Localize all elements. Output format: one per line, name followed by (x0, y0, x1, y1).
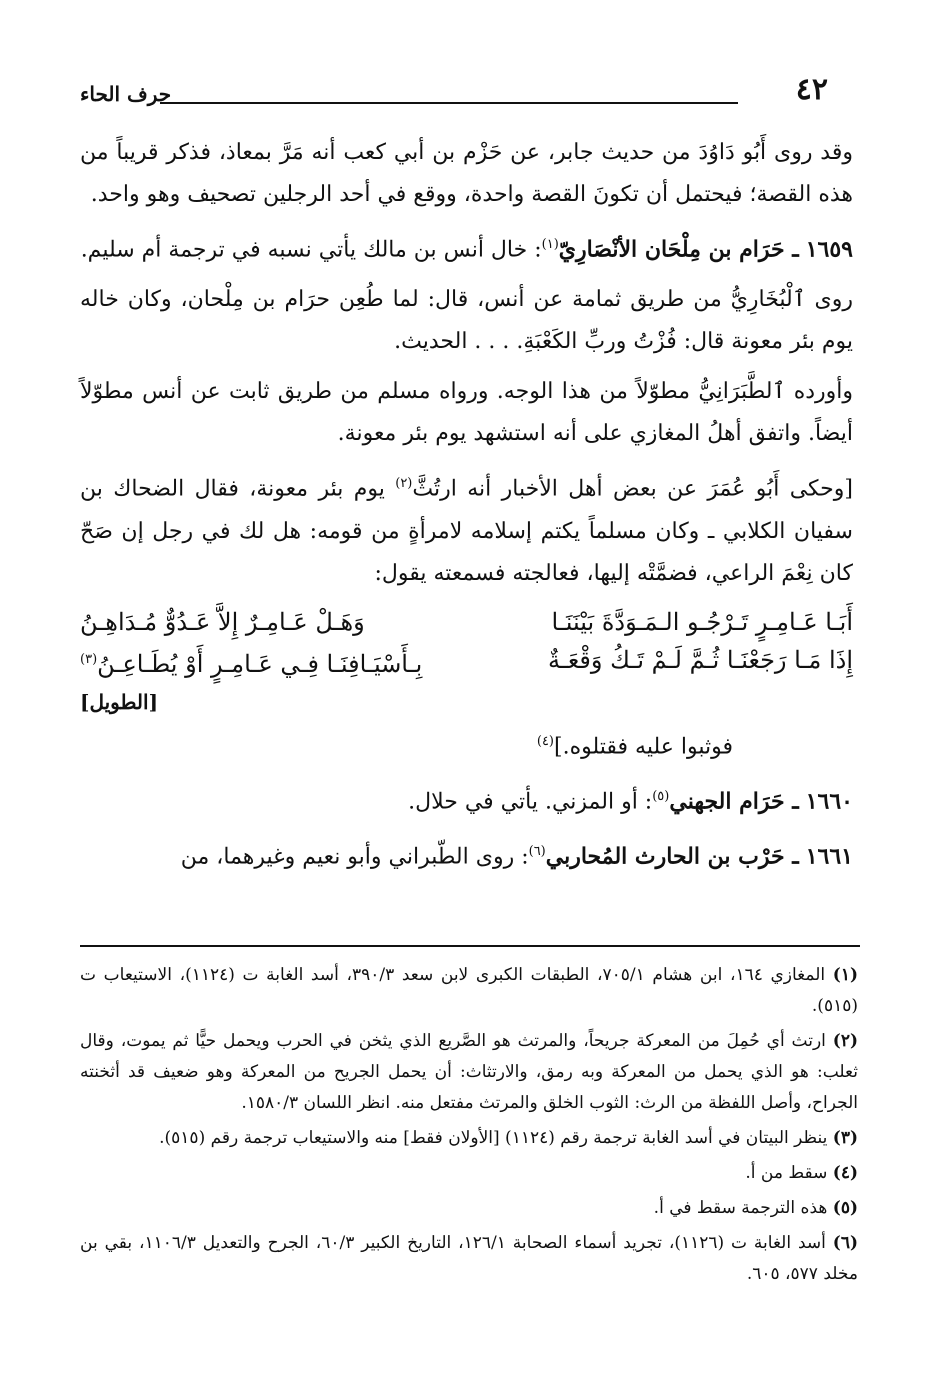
footnote-ref: (٥) (652, 788, 670, 804)
hemistich-first: أَبَـا عَـامِـرٍ تَـرْجُـو الـمَـوَدَّةَ بَيْنَنَـا (551, 607, 853, 636)
footnote (80, 1026, 858, 1119)
paragraph-abu-dawud: وقد روى أَبُو دَاوُدَ من حديث جابر، عن حَزْم بن أبي كعب أنه مَرَّ بمعاذ، فذكر قريباً من هذه القصة؛ فيحتمل أن تكونَ القصة واحدة، ووقع في أحد الرجلين تصحيف وهو واحد. (80, 140, 853, 207)
entry-1661 (80, 831, 853, 878)
paragraph-killed-text: فوثبوا عليه فقتلوه.] (554, 733, 733, 759)
entry-name: ـ حَرْب بن الحارث المُحاربي (545, 843, 799, 870)
entry-number: ١٦٦١ (805, 843, 853, 870)
hemistich-second (80, 641, 422, 683)
paragraph-tabarani: وأورده ٱلطَّبَرَانِيُّ مطوّلاً من هذا الوجه. ورواه مسلم من طريق ثابت عن أنس مطوّلاً أيضاً. واتفق أهلُ المغازي على أنه استشهد يوم بئر معونة. (80, 379, 853, 447)
footnote-text: هذه الترجمة سقط في أ. (653, 1198, 828, 1218)
footnote-text: ينظر البيتان في أسد الغابة ترجمة رقم (١١٢٤) [الأولان فقط] منه والاستيعاب ترجمة رقم (٥١٥). (159, 1128, 828, 1148)
footnote-separator (80, 945, 860, 947)
footnote-ref: (٦) (528, 844, 546, 860)
footnote (80, 1228, 858, 1290)
page-number: ٤٢ (795, 72, 828, 107)
paragraph-bukhari: روى ٱلْبُخَارِيُّ من طريق ثمامة عن أنس، قال: لما طُعِن حرَام بن مِلْحان، وكان خاله يوم بئر معونة قال: فُزْتُ وربِّ الكَعْبَةِ. . . . الحديث. (80, 287, 853, 355)
entry-number: ١٦٥٩ (805, 236, 853, 263)
footnote-ref: (١) (541, 237, 559, 252)
poem (80, 603, 853, 721)
verse-line (80, 641, 853, 683)
verse-line (80, 603, 853, 641)
footnotes (80, 960, 858, 1294)
footnote-number: (٣) (832, 1128, 858, 1148)
entry-number: ١٦٦٠ (805, 788, 853, 815)
footnote-text: أسد الغابة ت (١١٢٦)، تجريد أسماء الصحابة ١٢٦/١، التاريخ الكبير ٦٠/٣، الجرح والتعديل ١١٠٦/٣، بقي بن مخلد ٥٧٧، ٦٠٥. (80, 1233, 858, 1284)
footnote-text: المغازي ١٦٤، ابن هشام ٧٠٥/١، الطبقات الكبرى لابن سعد ٣٩٠/٣، أسد الغابة ت (١١٢٤)، الاستيعاب ت (٥١٥). (80, 965, 858, 1016)
footnote-ref: (٣) (80, 651, 98, 667)
entry-text: : أو المزني. يأتي في حلال. (408, 789, 653, 815)
entry-text: : خال أنس بن مالك يأتي نسبه في ترجمة أم سليم. (80, 237, 542, 263)
main-text (80, 132, 853, 887)
paragraph-abu-umar (80, 463, 853, 594)
footnote-ref: (٤) (536, 733, 554, 749)
entry-1660 (80, 776, 853, 823)
footnote (80, 1193, 858, 1224)
footnote-number: (٤) (832, 1163, 858, 1183)
page-header (60, 72, 888, 112)
footnote-number: (٦) (832, 1233, 858, 1253)
footnote-text: ارتث أي حُمِلَ من المعركة جريحاً، والمرتث هو الصَّريع الذي يثخن في الحرب ويحمل حيًّا ثم يموت، وقال ثعلب: هو الذي يحمل من المعركة وبه رمق، والارتثاث: أن يحمل الجريح من المعركة وهو ضعيف قد أثخنته الجراح، وأصل اللفظة من الرث: الثوب الخلق والمرتث مفتعل منه. انظر اللسان ١٥٨٠/٣. (80, 1031, 858, 1113)
running-title: حرف الحاء (80, 82, 172, 106)
header-rule (160, 102, 738, 104)
entry-text: : روى الطّبراني وأبو نعيم وغيرهما، من (180, 844, 529, 870)
paragraph-killed (80, 721, 853, 768)
entry-name: ـ حَرَام بن مِلْحَان الأنْصَارِيّ (558, 236, 799, 263)
footnote (80, 960, 858, 1022)
hemistich-second-text: بِـأَسْيَـافِنَـا فِـي عَـامِـرٍ أَوْ يُطَـاعِـنُ (97, 649, 423, 678)
footnote (80, 1158, 858, 1189)
hemistich-second: وَهَـلْ عَـامِـرٌ إِلاَّ عَـدُوٌّ مُـدَاهِـنُ (80, 607, 365, 636)
footnote (80, 1123, 858, 1154)
poetic-meter: [الطويل] (80, 689, 159, 714)
footnote-text: سقط من أ. (745, 1163, 828, 1183)
paragraph-abu-umar-part1: [وحكى أَبُو عُمَرَ عن بعض أهل الأخبار أنه ارتُثَّ (412, 476, 853, 502)
footnote-ref: (٢) (395, 476, 413, 492)
footnote-number: (٢) (832, 1031, 858, 1051)
footnote-number: (٥) (832, 1198, 858, 1218)
entry-name: ـ حَرَام الجهني (669, 788, 799, 815)
paragraph-abu-umar-part2: يوم بئر معونة، فقال الضحاك بن سفيان الكلابي ـ وكان مسلماً يكتم إسلامه لامرأةٍ من قومه: هل لك في رجل إن صَحّ كان نِعْمَ الراعي، فضمَّتْه إليها، فعالجته فسمعته يقول: (80, 476, 853, 586)
hemistich-first: إِذَا مَـا رَجَعْنَـا ثُـمَّ لَـمْ تَـكُ وَقْعَـةٌ (547, 645, 853, 674)
entry-1659 (80, 224, 853, 271)
footnote-number: (١) (832, 965, 858, 985)
